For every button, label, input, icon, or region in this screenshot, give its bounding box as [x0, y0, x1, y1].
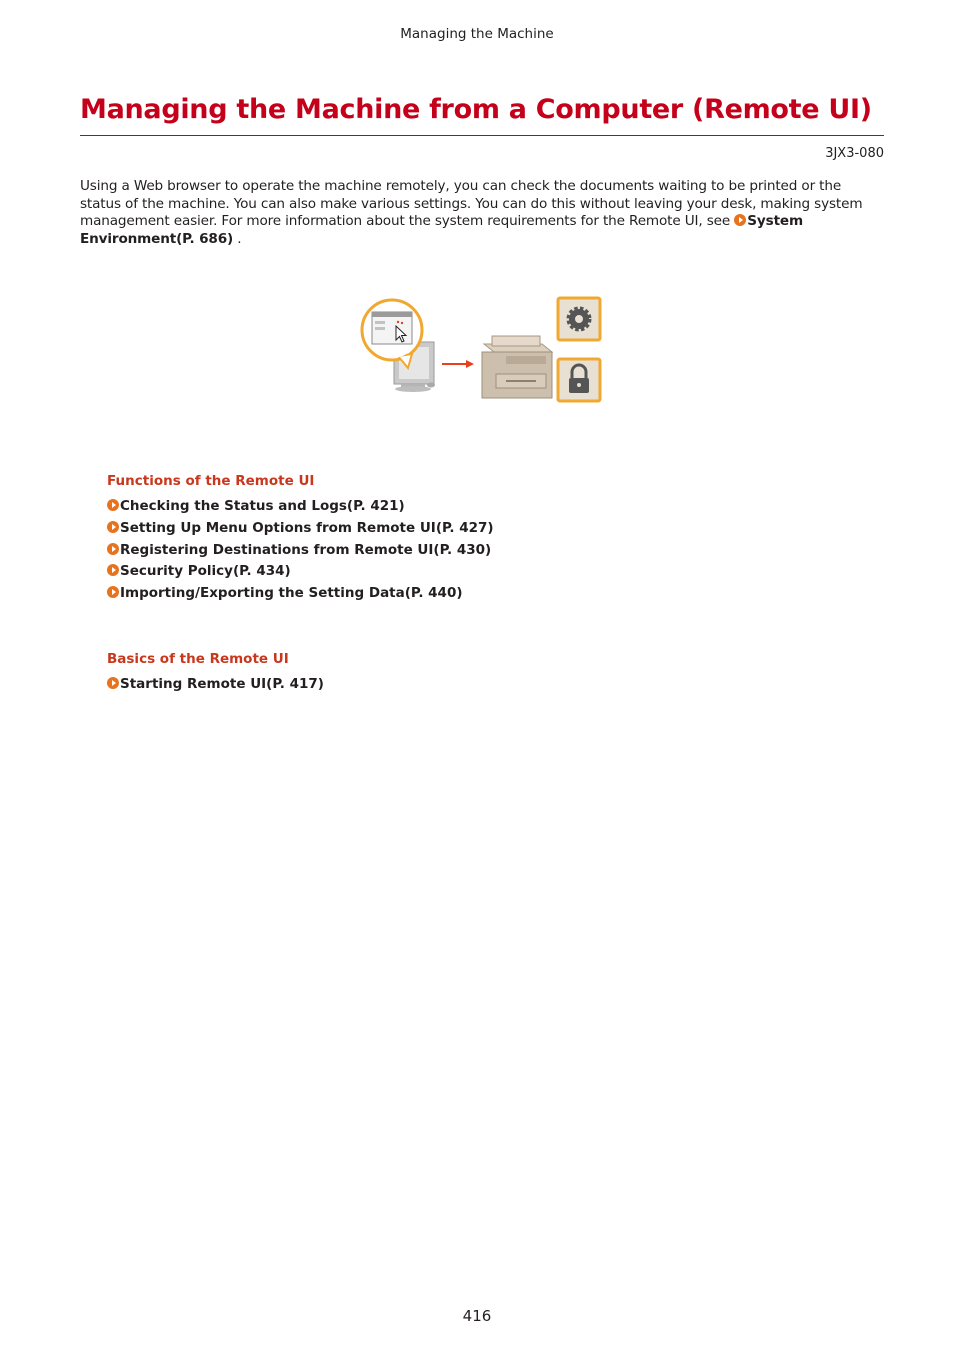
link-arrow-icon	[107, 586, 119, 598]
title-rule	[80, 135, 884, 136]
link-importing-exporting[interactable]	[107, 583, 807, 605]
link-security-policy[interactable]	[107, 561, 807, 583]
arrow-right-icon	[442, 360, 474, 368]
link-checking-status[interactable]	[107, 496, 807, 518]
link-arrow-icon	[107, 677, 119, 689]
remote-ui-illustration	[356, 290, 606, 406]
link-arrow-icon	[107, 543, 119, 555]
intro-text-end: .	[233, 230, 242, 247]
link-arrow-icon	[107, 564, 119, 576]
link-label: Registering Destinations from Remote UI(P. 430)	[120, 541, 492, 558]
running-header: Managing the Machine	[400, 26, 554, 42]
functions-section	[107, 473, 807, 605]
page-number: 416	[462, 1307, 492, 1325]
link-arrow-icon	[107, 499, 119, 511]
link-starting-remote-ui[interactable]	[107, 674, 807, 696]
basics-link-list	[107, 674, 807, 696]
basics-section	[107, 651, 807, 696]
settings-gear-icon	[558, 298, 600, 340]
printer-icon	[482, 336, 552, 398]
intro-paragraph	[80, 178, 884, 248]
link-label: Checking the Status and Logs(P. 421)	[120, 498, 405, 514]
link-arrow-icon	[107, 521, 119, 533]
link-label: Importing/Exporting the Setting Data(P. 440)	[120, 585, 463, 602]
link-label: Starting Remote UI(P. 417)	[120, 676, 324, 692]
link-arrow-icon	[734, 214, 746, 226]
page-title: Managing the Machine from a Computer (Remote UI)	[80, 94, 872, 125]
document-id: 3JX3-080	[825, 146, 884, 161]
link-setting-up-menu[interactable]	[107, 518, 807, 540]
link-registering-destinations[interactable]	[107, 540, 807, 562]
link-label: Security Policy(P. 434)	[120, 563, 291, 580]
functions-heading: Functions of the Remote UI	[107, 473, 315, 489]
functions-link-list	[107, 496, 807, 605]
basics-heading: Basics of the Remote UI	[107, 651, 289, 667]
security-lock-icon	[558, 359, 600, 401]
link-label: Setting Up Menu Options from Remote UI(P. 427)	[120, 519, 494, 536]
system-environment-link-label: System Environment(P. 686)	[80, 213, 804, 247]
intro-text: Using a Web browser to operate the machine remotely, you can check the documents waiting to be printed or the status of the machine. You can also make various settings. You can do this without leaving your desk, making system management easier. For more information about the system requirements for the Remote UI, see	[80, 178, 863, 230]
computer-with-browser-icon	[362, 300, 435, 392]
